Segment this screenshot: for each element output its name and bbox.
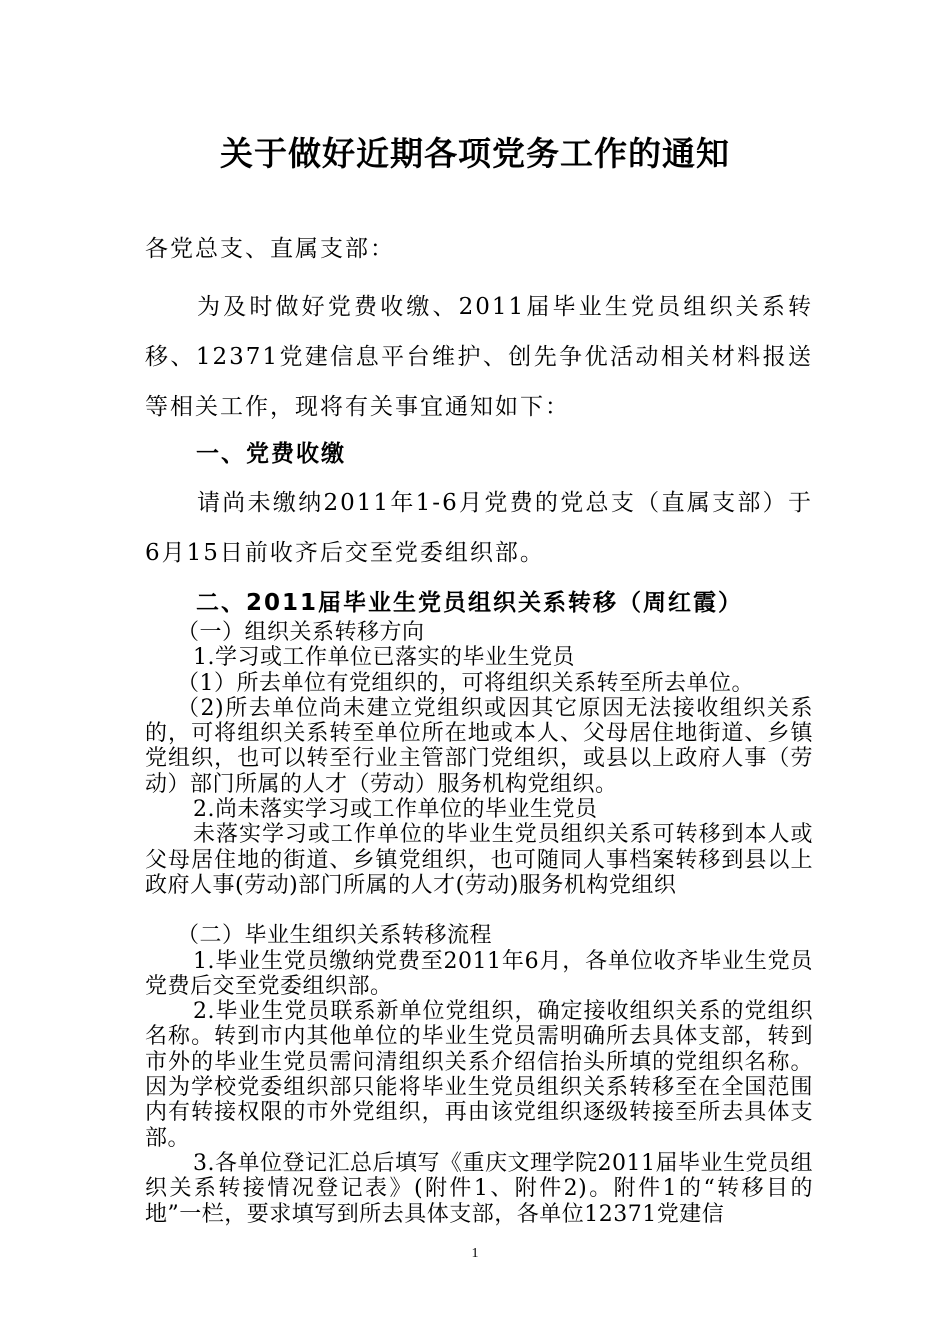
spacer (145, 898, 813, 923)
item1-b: （2)所去单位尚未建立党组织或因其它原因无法接收组织关系的，可将组织关系转至单位所在地或本人、父母居住地街道、乡镇党组织，也可以转至行业主管部门党组织，或县以上政府人事（劳动）部门所属的人才（劳动）服务机构党组织。 (145, 695, 813, 797)
item2-body: 未落实学习或工作单位的毕业生党员组织关系可转移到本人或父母居住地的街道、乡镇党组织，也可随同人事档案转移到县以上政府人事(劳动)部门所属的人才(劳动)服务机构党组织 (145, 822, 813, 898)
item2-heading: 2.尚未落实学习或工作单位的毕业生党员 (193, 797, 598, 823)
salutation: 各党总支、直属支部： (145, 236, 395, 262)
section2-heading: 二、2011届毕业生党员组织关系转移（周红霞） (196, 590, 744, 616)
section1-body: 请尚未缴纳2011年1-6月党费的党总支（直属支部）于6月15日前收齐后交至党委组织部。 (145, 490, 813, 566)
subsection1-heading: （一）组织关系转移方向 (177, 620, 425, 645)
step2: 2.毕业生党员联系新单位党组织，确定接收组织关系的党组织名称。转到市内其他单位的毕业生党员需明确所去具体支部，转到市外的毕业生党员需问清组织关系介绍信抬头所填的党组织名称。因为学校党委组织部只能将毕业生党员组织关系转移至在全国范围内有转接权限的市外党组织，再由该党组织逐级转接至所去具体支部。 (145, 999, 813, 1151)
page-number: 1 (471, 1246, 479, 1261)
section1-heading: 一、党费收缴 (196, 441, 346, 467)
step1: 1.毕业生党员缴纳党费至2011年6月，各单位收齐毕业生党员党费后交至党委组织部。 (145, 948, 813, 999)
subsection2-heading: （二）毕业生组织关系转移流程 (177, 923, 493, 949)
intro-paragraph: 为及时做好党费收缴、2011届毕业生党员组织关系转移、12371党建信息平台维护、创先争优活动相关材料报送等相关工作，现将有关事宜通知如下： (145, 294, 813, 420)
item1-heading: 1.学习或工作单位已落实的毕业生党员 (193, 645, 575, 671)
document-title: 关于做好近期各项党务工作的通知 (220, 134, 730, 173)
step3: 3.各单位登记汇总后填写《重庆文理学院2011届毕业生党员组织关系转接情况登记表》(附件1、附件2)。附件1的“转移目的地”一栏，要求填写到所去具体支部，各单位12371党建信 (145, 1150, 813, 1227)
section2-body (145, 620, 813, 1227)
item1-a: （1）所去单位有党组织的，可将组织关系转至所去单位。 (177, 670, 754, 696)
